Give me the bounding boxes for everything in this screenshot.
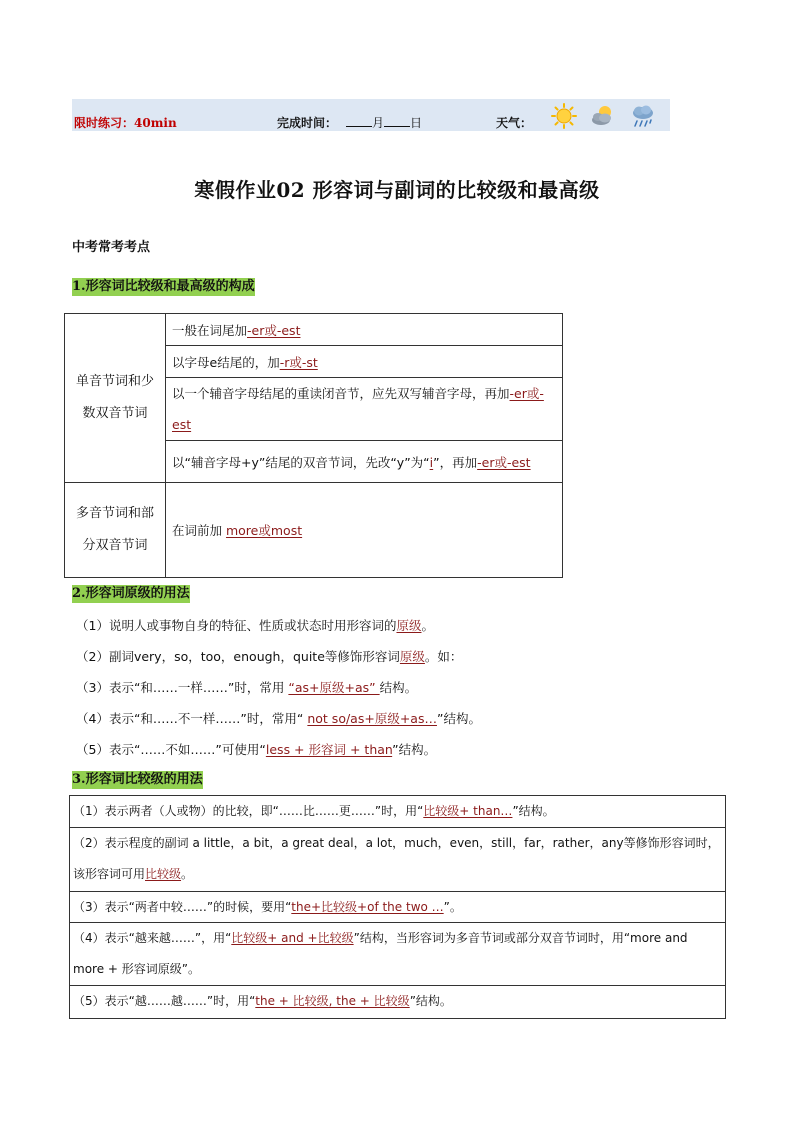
sun-icon[interactable] [551, 103, 577, 129]
section1-heading: 1.形容词比较级和最高级的构成 [72, 279, 255, 294]
partly-cloudy-icon[interactable] [590, 103, 616, 129]
formation-row-3: 以一个辅音字母结尾的重读闭音节，应先双写辅音字母，再加-er或-est [166, 378, 562, 441]
formation-row-1: 一般在词尾加-er或-est [166, 314, 562, 346]
section2-item-2: （2）副词very，so，too，enough，quite等修饰形容词原级。如： [76, 649, 463, 664]
time-limit: 限时练习：40min [74, 116, 177, 130]
section2-item-3: （3）表示“和……一样……”时，常用 “as+原级+as” 结构。 [76, 680, 418, 695]
weather-label: 天气： [496, 116, 533, 130]
completion-date [346, 114, 422, 131]
formation-row-5: 在词前加 more或most [172, 523, 303, 538]
header-bar [72, 99, 670, 131]
group2-label: 多音节词和部分双音节词 [65, 483, 166, 577]
section2-item-1: （1）说明人或事物自身的特征、性质或状态时用形容词的原级。 [76, 618, 434, 633]
usage-row-4: （4）表示“越来越……”，用“比较级+ and +比较级”结构，当形容词为多音节词或部分双音节词时，用“more and more + 形容词原级”。 [70, 923, 725, 986]
formation-row-2: 以字母e结尾的，加-r或-st [166, 346, 562, 378]
day-label: 日 [410, 116, 423, 130]
usage-row-1: （1）表示两者（人或物）的比较，即“……比……更……”时，用“比较级+ than…”结构。 [70, 796, 725, 828]
group1-label: 单音节词和少数双音节词 [65, 314, 166, 483]
formation-table [64, 313, 563, 578]
day-blank[interactable] [384, 114, 410, 127]
section3-heading: 3.形容词比较级的用法 [72, 772, 203, 787]
usage-row-2: （2）表示程度的副词 a little，a bit，a great deal，a lot，much，even，still，far，rather，any等修饰形容词时，该形容词可用比较级。 [70, 828, 725, 892]
month-blank[interactable] [346, 114, 372, 127]
comparative-usage-table [69, 795, 726, 1019]
usage-row-5: （5）表示“越……越……”时，用“the + 比较级, the + 比较级”结构。 [73, 994, 452, 1008]
key-points-heading: 中考常考考点 [72, 240, 151, 255]
section2-item-5: （5）表示“……不如……”可使用“less + 形容词 + than”结构。 [76, 742, 437, 757]
completion-time-label: 完成时间： [277, 116, 338, 130]
month-label: 月 [372, 116, 385, 130]
usage-row-3: （3）表示“两者中较……”的时候，要用“the+比较级+of the two …”。 [70, 892, 725, 923]
page-title: 寒假作业02 形容词与副词的比较级和最高级 [194, 178, 600, 202]
formation-row-4: 以“辅音字母+y”结尾的双音节词，先改“y”为“i”，再加-er或-est [166, 441, 562, 483]
rain-cloud-icon[interactable] [630, 103, 656, 129]
section2-item-4: （4）表示“和……不一样……”时，常用“ not so/as+原级+as…”结构。 [76, 711, 481, 726]
section2-heading: 2.形容词原级的用法 [72, 586, 190, 601]
